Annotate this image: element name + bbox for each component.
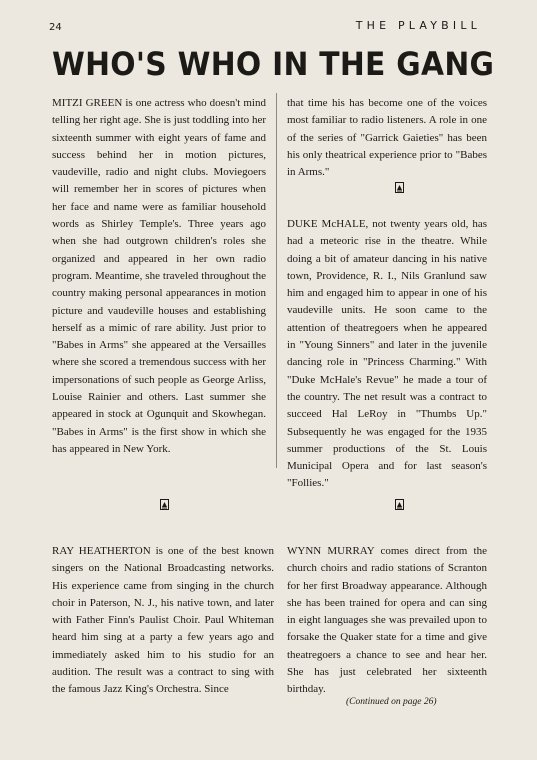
ray-heatherton-paragraph: RAY HEATHERTON is one of the best known singers on the National Broadcasting networks. His experience came from singing in the church choir in Paterson, N. J., his native town, and later with Father Finn's Paulist Choir. Paul Whiteman heard him sing at a party a few years ago and immediately asked him to his studio for an audition. The result was a contract to sing with the famous Jazz King's Orchestra. Since xyxy=(52,545,274,696)
ornament-icon xyxy=(395,499,404,510)
wynn-murray-paragraph: WYNN MURRAY comes direct from the church choirs and radio stations of Scranton for her first Broadway appearance. Although she has been trained for opera and can sing in eight languages she was prevailed upon to forsake the Quaker state for a time and give theatregoers a chance to see and hear her. She has just celebrated her sixteenth birthday. xyxy=(287,545,487,696)
page-title: WHO'S WHO IN THE GANG xyxy=(52,45,495,83)
continued-note: (Continued on page 26) xyxy=(346,697,437,707)
ray-heatherton-continued-paragraph: that time his has become one of the voices most familiar to radio listeners. A role in one of the series of "Garrick Gaieties" has been his only theatrical experience prior to "Babes in Arms." xyxy=(287,97,487,179)
duke-mchale-paragraph: DUKE McHALE, not twenty years old, has had a meteoric rise in the theatre. While doing a bit of amateur dancing in his native town, Providence, R. I., Nils Granlund saw him and engaged him to appear in one of his vaudeville units. He soon came to the attention of theatregoers when he appeared in "Young Sinners" and later in the juvenile dancing role in "Princess Charming." With "Duke McHale's Revue" he made a tour of the country. The net result was a contract to succeed Hal LeRoy in "Thumbs Up." Subsequently he was engaged for the 1935 summer productions of the St. Louis Municipal Opera and for last season's "Follies." xyxy=(287,218,487,490)
column-rule xyxy=(276,93,277,468)
masthead: THE PLAYBILL xyxy=(355,19,481,32)
ornament-icon xyxy=(395,182,404,193)
page-number: 24 xyxy=(49,22,62,33)
ornament-icon xyxy=(160,499,169,510)
mitzi-green-paragraph: MITZI GREEN is one actress who doesn't mind telling her right age. She is just toddling into her sixteenth summer with eight years of fame and success behind her in motion pictures, vaudeville, radio and night clubs. Moviegoers will remember her in scores of pictures when her face and name were as familiar household words as Shirley Temple's. Three years ago when she had outgrown children's roles she organized and appeared in her own radio program. Meantime, she traveled throughout the country making personal appearances in motion picture and vaudeville houses and establishing herself as a mimic of rare ability. Just prior to "Babes in Arms" she appeared at the Versailles where she scored a tremendous success with her impersonations of such people as George Arliss, Louise Rainier and others. Last summer she appeared in stock at Ogunquit and Skowhegan. "Babes in Arms" is the first show in which she has appeared in New York. xyxy=(52,97,266,455)
